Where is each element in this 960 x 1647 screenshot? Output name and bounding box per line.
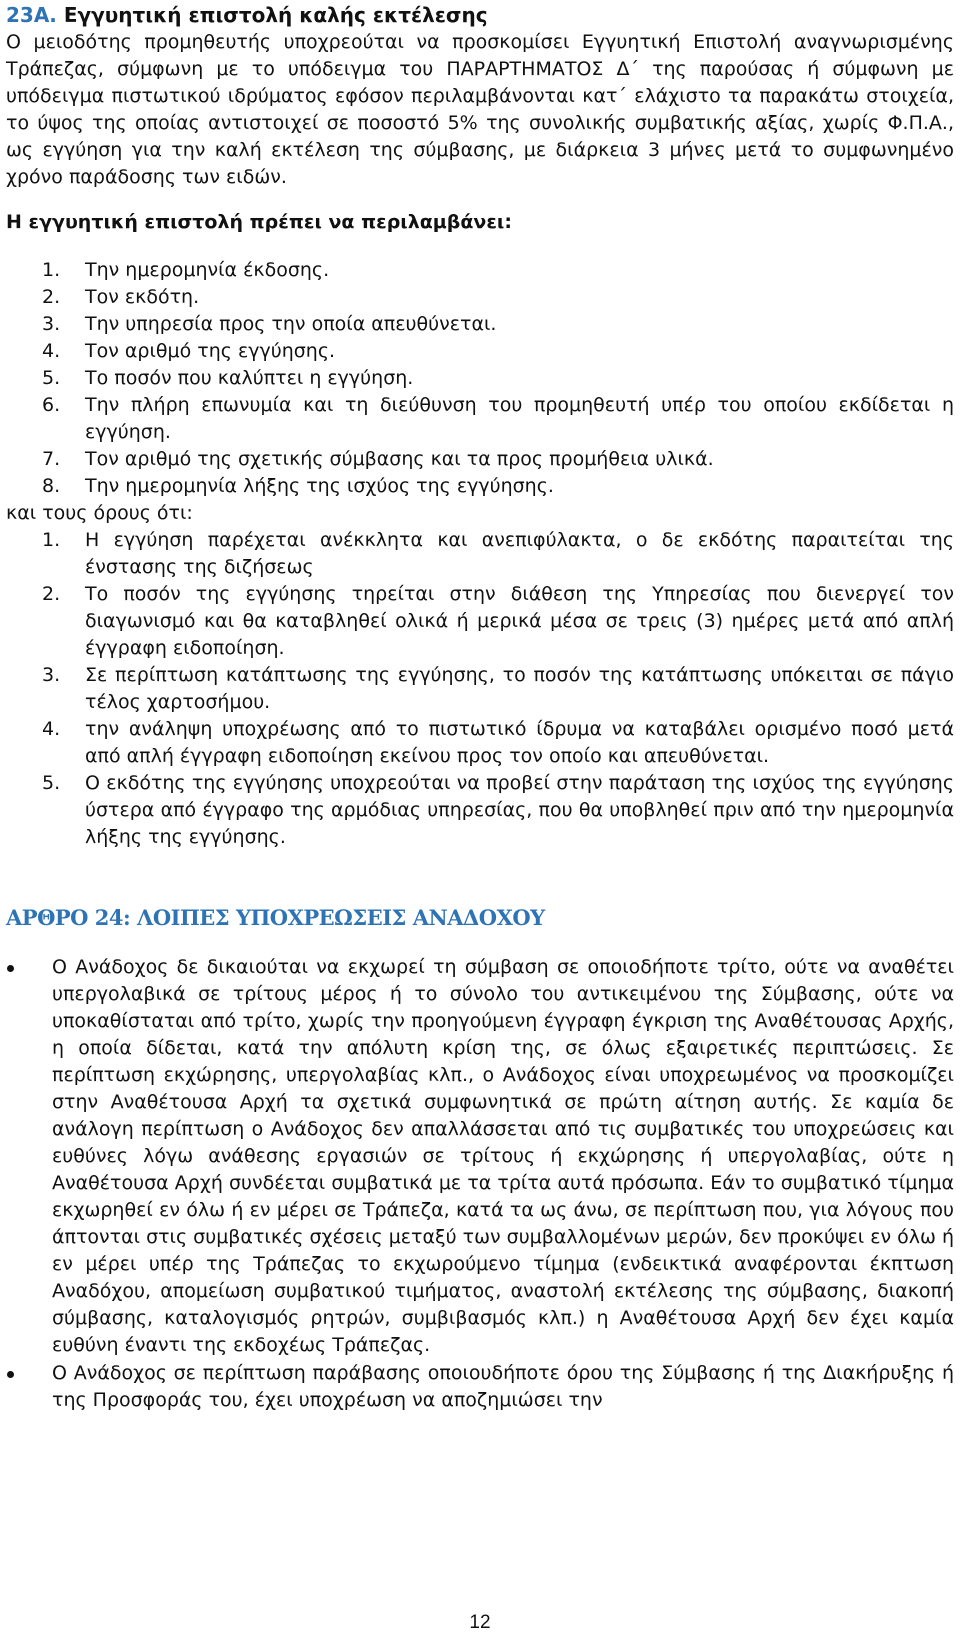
section-number: 23Α. (6, 3, 57, 27)
list-item (6, 662, 954, 716)
list-item-text: Την υπηρεσία προς την οποία απευθύνεται. (85, 313, 497, 335)
terms-list (6, 527, 954, 851)
list-item (6, 446, 954, 473)
list-item (6, 311, 954, 338)
document-page (6, 0, 954, 1415)
terms-heading: και τους όρους ότι: (6, 502, 193, 524)
list-item (6, 338, 954, 365)
bullet-text: Ο Ανάδοχος σε περίπτωση παράβασης οποιουδήποτε όρου της Σύμβασης ή της Διακήρυξης ή της Προσφοράς του, έχει υποχρέωση να αποζημιώσει την (52, 1362, 954, 1411)
section-title: Εγγυητική επιστολή καλής εκτέλεσης (63, 3, 488, 27)
list-item-text: Την ημερομηνία λήξης της ισχύος της εγγύησης. (85, 475, 554, 497)
list-item-number: 1. (42, 259, 61, 281)
article-heading: ΑΡΘΡΟ 24: ΛΟΙΠΕΣ ΥΠΟΧΡΕΩΣΕΙΣ ΑΝΑΔΟΧΟΥ (6, 905, 545, 930)
list-item-number: 1. (42, 529, 61, 551)
list-item-number: 5. (42, 367, 61, 389)
bullet-item (6, 954, 954, 1359)
list-item (6, 527, 954, 581)
bullet-text: Ο Ανάδοχος δε δικαιούται να εκχωρεί τη σύμβαση σε οποιοδήποτε τρίτο, ούτε να αναθέτει υπεργολαβικά σε τρίτους μέρος ή το σύνολο του αντικειμένου της Σύμβασης, ούτε να υποκαθίσταται από τρίτο, χωρίς την προηγούμενη έγγραφη έγκριση της Αναθέτουσας Αρχής, η οποία δίδεται, κατά την απόλυτη κρίση της, σε όλως εξαιρετικές περιπτώσεις. Σε περίπτωση εκχώρησης, υπεργολαβίας κλπ., ο Ανάδοχος είναι υποχρεωμένος να προσκομίζει στην Αναθέτουσα Αρχή τα σχετικά συμφωνητικά σε πρώτη αίτηση αυτής. Σε καμία δε ανάλογη περίπτωση ο Ανάδοχος δεν απαλλάσσεται από τις συμβατικές του υποχρεώσεις και ευθύνες λόγω ανάθεσης εργασιών σε τρίτους ή εκχώρησης ή υπεργολαβίας, ούτε η Αναθέτουσα Αρχή συνδέεται συμβατικά με τα τρίτα αυτά πρόσωπα. Εάν το συμβατικό τίμημα εκχωρηθεί εν όλω ή εν μέρει σε Τράπεζα, κατά τα ως άνω, σε περίπτωση που, για λόγους που άπτονται στις συμβατικές σχέσεις μεταξύ των συμβαλλομένων μερών, δεν προκύψει εν όλω ή εν μέρει υπέρ της Τράπεζας το εκχωρούμενο τίμημα (ενδεικτικά αναφέρονται έκπτωση Αναδόχου, απομείωση συμβατικού τιμήματος, αναστολή εκτέλεσης της σύμβασης, διακοπή σύμβασης, καταλογισμός ρητρών, συμβιβασμός κλπ.) η Αναθέτουσα Αρχή δεν έχει καμία ευθύνη έναντι της εκδοχέως Τράπεζας. (52, 956, 955, 1356)
section-intro-paragraph: Ο μειοδότης προμηθευτής υποχρεούται να προσκομίσει Εγγυητική Επιστολή αναγνωρισμένης Τράπεζας, σύμφωνη με το υπόδειγμα του ΠΑΡΑΡΤΗΜΑΤΟΣ Δ΄ της παρούσας ή σύμφωνη με υπόδειγμα πιστωτικού ιδρύματος εφόσον περιλαμβάνονται κατ΄ ελάχιστο τα παρακάτω στοιχεία, το ύψος της οποίας αντιστοιχεί σε ποσοστό 5% της συνολικής συμβατικής αξίας, χωρίς Φ.Π.Α., ως εγγύηση για την καλή εκτέλεση της σύμβασης, με διάρκεια 3 μήνες μετά το συμφωνημένο χρόνο παράδοσης των ειδών. (6, 31, 954, 188)
list-item-number: 6. (42, 394, 61, 416)
list-item-text: Η εγγύηση παρέχεται ανέκκλητα και ανεπιφύλακτα, ο δε εκδότης παραιτείται της ένστασης της διζήσεως (85, 529, 954, 578)
list-item-number: 4. (42, 718, 61, 740)
list-item-number: 8. (42, 475, 61, 497)
list-item-number: 3. (42, 664, 61, 686)
list-item-number: 5. (42, 772, 61, 794)
must-include-list (6, 257, 954, 500)
bullet-dot-icon (6, 954, 52, 1359)
list-item-text: Την πλήρη επωνυμία και τη διεύθυνση του προμηθευτή υπέρ του οποίου εκδίδεται η εγγύηση. (85, 394, 954, 443)
list-item-text: Το ποσόν της εγγύησης τηρείται στην διάθεση της Υπηρεσίας που διενεργεί τον διαγωνισμό και θα καταβληθεί ολικά ή μερικά μέσα σε τρεις (3) ημέρες μετά από απλή έγγραφη ειδοποίηση. (85, 583, 954, 659)
list-item (6, 716, 954, 770)
list-item-text: Το ποσόν που καλύπτει η εγγύηση. (85, 367, 414, 389)
bullet-dot-icon (6, 1360, 52, 1414)
list-item-number: 2. (42, 286, 61, 308)
obligations-bullet-list (6, 954, 954, 1414)
list-item (6, 365, 954, 392)
list-item-text: Σε περίπτωση κατάπτωσης της εγγύησης, το ποσόν της κατάπτωσης υπόκειται σε πάγιο τέλος χαρτοσήμου. (85, 664, 954, 713)
list-item-text: Τον εκδότη. (85, 286, 200, 308)
list-item-text: Τον αριθμό της εγγύησης. (85, 340, 336, 362)
list-item (6, 284, 954, 311)
list-item-text: την ανάληψη υποχρέωσης από το πιστωτικό ίδρυμα να καταβάλει ορισμένο ποσό μετά από απλή έγγραφη ειδοποίηση εκείνου προς τον οποίο και απευθύνεται. (85, 718, 954, 767)
list-item-number: 7. (42, 448, 61, 470)
list-item (6, 257, 954, 284)
list-item (6, 473, 954, 500)
list-item-number: 2. (42, 583, 61, 605)
list-item-number: 4. (42, 340, 61, 362)
list-item-number: 3. (42, 313, 61, 335)
list-item (6, 392, 954, 446)
list-item-text: Ο εκδότης της εγγύησης υποχρεούται να προβεί στην παράταση της ισχύος της εγγύησης ύστερα από έγγραφο της αρμόδιας υπηρεσίας, που θα υποβληθεί πριν από την ημερομηνία λήξης της εγγύησης. (85, 772, 954, 848)
page-number: 12 (469, 1612, 491, 1633)
list-item (6, 770, 954, 851)
list-item-text: Τον αριθμό της σχετικής σύμβασης και τα προς προμήθεια υλικά. (85, 448, 714, 470)
section-heading (6, 2, 954, 28)
list-item-text: Την ημερομηνία έκδοσης. (85, 259, 330, 281)
bullet-item (6, 1360, 954, 1414)
must-include-heading: Η εγγυητική επιστολή πρέπει να περιλαμβάνει: (6, 211, 512, 233)
list-item (6, 581, 954, 662)
